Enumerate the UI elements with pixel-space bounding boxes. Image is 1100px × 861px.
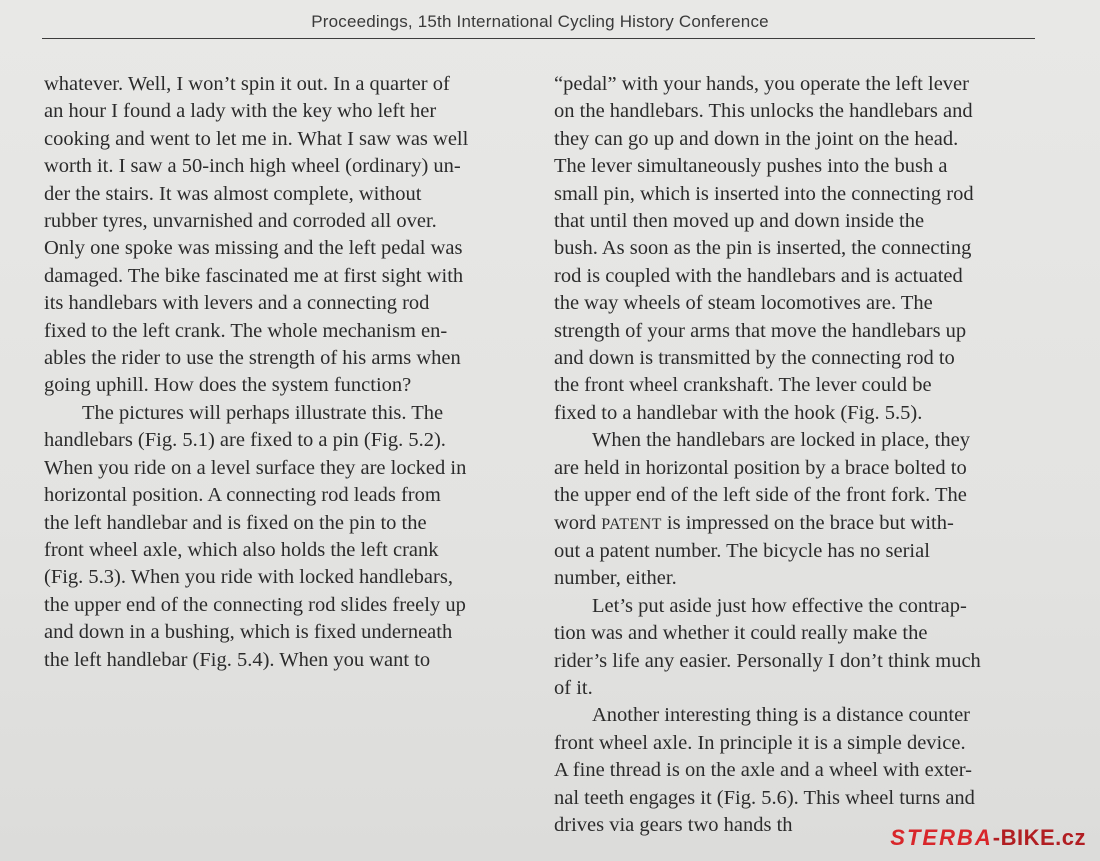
text-line: small pin, which is inserted into the connecting rod <box>554 182 974 205</box>
text-line: front wheel axle, which also holds the left crank <box>44 538 439 561</box>
text-line: drives via gears two hands th <box>554 813 793 836</box>
text-line: are held in horizontal position by a brace bolted to <box>554 456 967 479</box>
text-line: cooking and went to let me in. What I saw was well <box>44 127 469 150</box>
text-line: The lever simultaneously pushes into the bush a <box>554 155 948 178</box>
site-watermark <box>890 825 1086 851</box>
text-line: rubber tyres, unvarnished and corroded all over. <box>44 210 437 233</box>
text-line: its handlebars with levers and a connecting rod <box>44 292 430 315</box>
text-line <box>554 510 1054 538</box>
text-line: on the handlebars. This unlocks the handlebars and <box>554 100 973 123</box>
text-line: number, either. <box>554 567 677 590</box>
text-line: and down in a bushing, which is fixed underneath <box>44 621 453 644</box>
text-line: nal teeth engages it (Fig. 5.6). This wheel turns and <box>554 786 975 809</box>
text-line: the upper end of the connecting rod slides freely up <box>44 593 466 616</box>
text-line: horizontal position. A connecting rod leads from <box>44 484 441 507</box>
text-line: the left handlebar and is fixed on the pin to the <box>44 511 427 534</box>
text-line: going uphill. How does the system function? <box>44 374 412 397</box>
text-line: der the stairs. It was almost complete, without <box>44 182 422 205</box>
left-column <box>44 71 534 674</box>
text-line: of it. <box>554 676 593 699</box>
text-line: (Fig. 5.3). When you ride with locked handlebars, <box>44 566 453 589</box>
text-line: strength of your arms that move the handlebars up <box>554 319 967 342</box>
text-fragment: word <box>554 511 602 534</box>
text-line: Another interesting thing is a distance counter <box>592 704 971 727</box>
text-line: that until then moved up and down inside the <box>554 210 925 233</box>
text-line: the way wheels of steam locomotives are. The <box>554 292 933 315</box>
text-fragment: is impressed on the brace but with- <box>661 511 954 534</box>
running-head: Proceedings, 15th International Cycling History Conference <box>311 12 769 31</box>
text-line: fixed to a handlebar with the hook (Fig. 5.5). <box>554 401 923 424</box>
text-line: rod is coupled with the handlebars and is actuated <box>554 264 963 287</box>
text-line: When you ride on a level surface they are locked in <box>44 456 467 479</box>
text-line: rider’s life any easier. Personally I don’t think much <box>554 649 981 672</box>
text-line: front wheel axle. In principle it is a simple device. <box>554 731 966 754</box>
text-line: When the handlebars are locked in place, they <box>592 429 970 452</box>
text-line: ables the rider to use the strength of his arms when <box>44 347 461 370</box>
text-line: the left handlebar (Fig. 5.4). When you want to <box>44 648 431 671</box>
text-line: handlebars (Fig. 5.1) are fixed to a pin (Fig. 5.2). <box>44 429 446 452</box>
right-column <box>554 71 1054 839</box>
text-line: bush. As soon as the pin is inserted, the connecting <box>554 237 972 260</box>
watermark-domain: -BIKE.cz <box>992 825 1086 850</box>
text-line: damaged. The bike fascinated me at first sight with <box>44 264 464 287</box>
text-line: fixed to the left crank. The whole mechanism en- <box>44 319 448 342</box>
text-line: Let’s put aside just how effective the contrap- <box>592 594 967 617</box>
text-line: out a patent number. The bicycle has no serial <box>554 539 930 562</box>
text-line: tion was and whether it could really make the <box>554 622 928 645</box>
text-line: the upper end of the left side of the front fork. The <box>554 484 967 507</box>
text-line: worth it. I saw a 50-inch high wheel (ordinary) un- <box>44 155 461 178</box>
text-line: they can go up and down in the joint on the head. <box>554 127 959 150</box>
watermark-logo: STERBA <box>890 825 993 850</box>
header-rule <box>42 38 1035 39</box>
text-line: the front wheel crankshaft. The lever could be <box>554 374 932 397</box>
text-line: whatever. Well, I won’t spin it out. In a quarter of <box>44 73 450 95</box>
text-line: A fine thread is on the axle and a wheel with exter- <box>554 759 972 782</box>
text-line: “pedal” with your hands, you operate the left lever <box>554 73 969 95</box>
text-line: an hour I found a lady with the key who left her <box>44 100 437 123</box>
text-line: Only one spoke was missing and the left pedal was <box>44 237 463 260</box>
patent-word: PATENT <box>601 515 662 533</box>
text-line: The pictures will perhaps illustrate this. The <box>82 401 444 424</box>
text-line: and down is transmitted by the connecting rod to <box>554 347 955 370</box>
